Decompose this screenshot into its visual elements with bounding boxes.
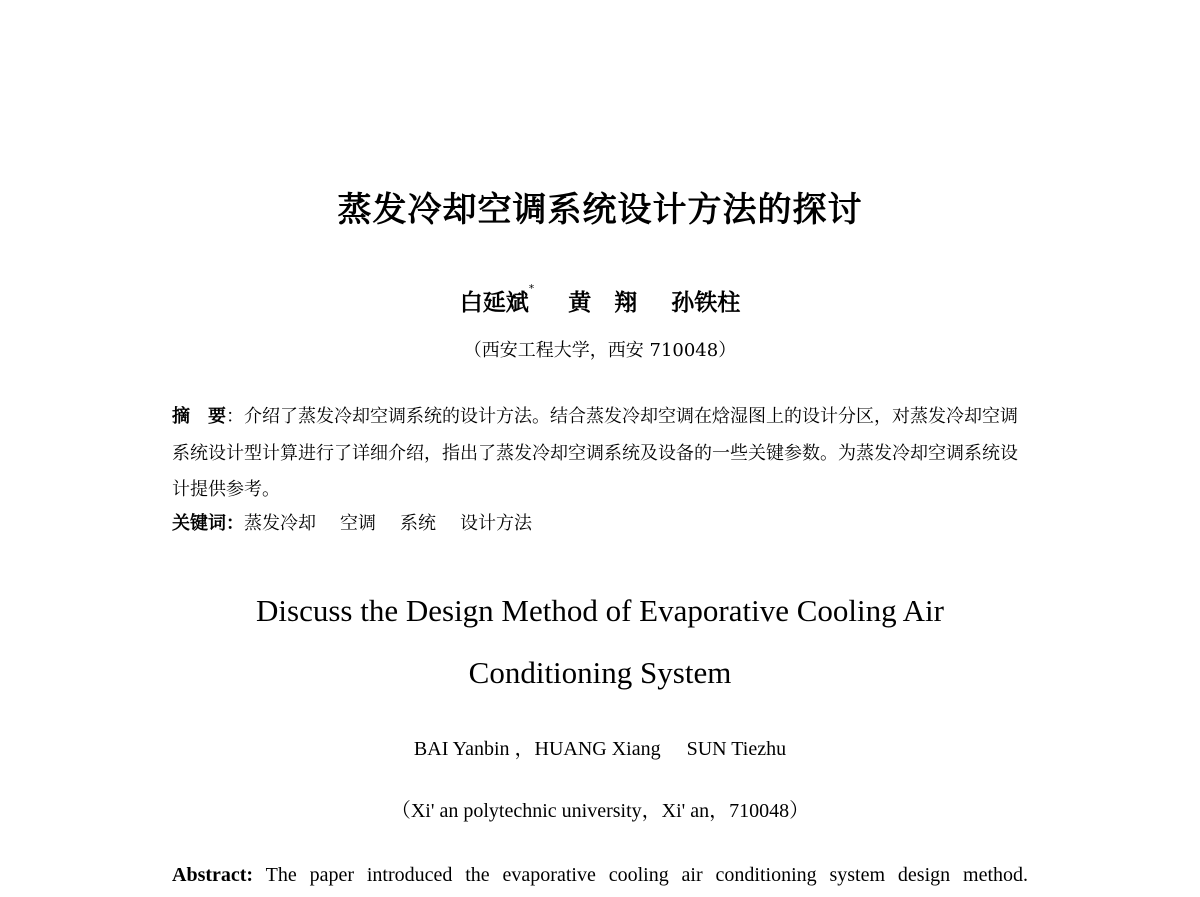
abstract-en-label: Abstract: [172, 864, 254, 886]
chinese-abstract [172, 399, 1032, 509]
chinese-title: 蒸发冷却空调系统设计方法的探讨 [337, 190, 863, 230]
keyword-cn-2: 空调 [340, 513, 376, 534]
keyword-cn-1: 蒸发冷却 [244, 513, 316, 534]
authors-en-1: BAI Yanbin ，HUANG Xiang [413, 738, 661, 760]
abstract-cn-text: ：介绍了蒸发冷却空调系统的设计方法。结合蒸发冷却空调在焓湿图上的设计分区，对蒸发冷却空调系统设计型计算进行了详细介绍，指出了蒸发冷却空调系统及设备的一些关键参数。为蒸发冷却空调系统设计提供参考。 [172, 406, 1018, 500]
abstract-cn-label: 摘 要 [172, 406, 226, 427]
chinese-keywords [172, 508, 532, 540]
author-cn-2: 黄 翔 [568, 290, 638, 316]
english-authors [0, 732, 1200, 761]
keyword-cn-3: 系统 [400, 513, 436, 534]
english-title [0, 580, 1200, 704]
english-title-line-1: Discuss the Design Method of Evaporative Cooling Air [256, 593, 944, 628]
abstract-en-text: The paper introduced the evaporative cooling air conditioning system design method. [253, 864, 1028, 886]
author-cn-3: 孙铁柱 [671, 290, 741, 316]
english-affiliation: （Xi' an polytechnic university，Xi' an，710048） [390, 800, 810, 822]
chinese-authors [0, 284, 1200, 317]
keyword-cn-4: 设计方法 [460, 513, 532, 534]
chinese-affiliation: （西安工程大学，西安 710048） [463, 340, 737, 361]
english-title-line-2: Conditioning System [468, 655, 732, 690]
authors-en-2: SUN Tiezhu [686, 738, 787, 760]
keywords-cn-label: 关键词： [172, 513, 244, 534]
author-cn-1: 白延斌 [459, 290, 529, 316]
author-mark: * [528, 282, 535, 295]
english-abstract [172, 864, 1028, 887]
